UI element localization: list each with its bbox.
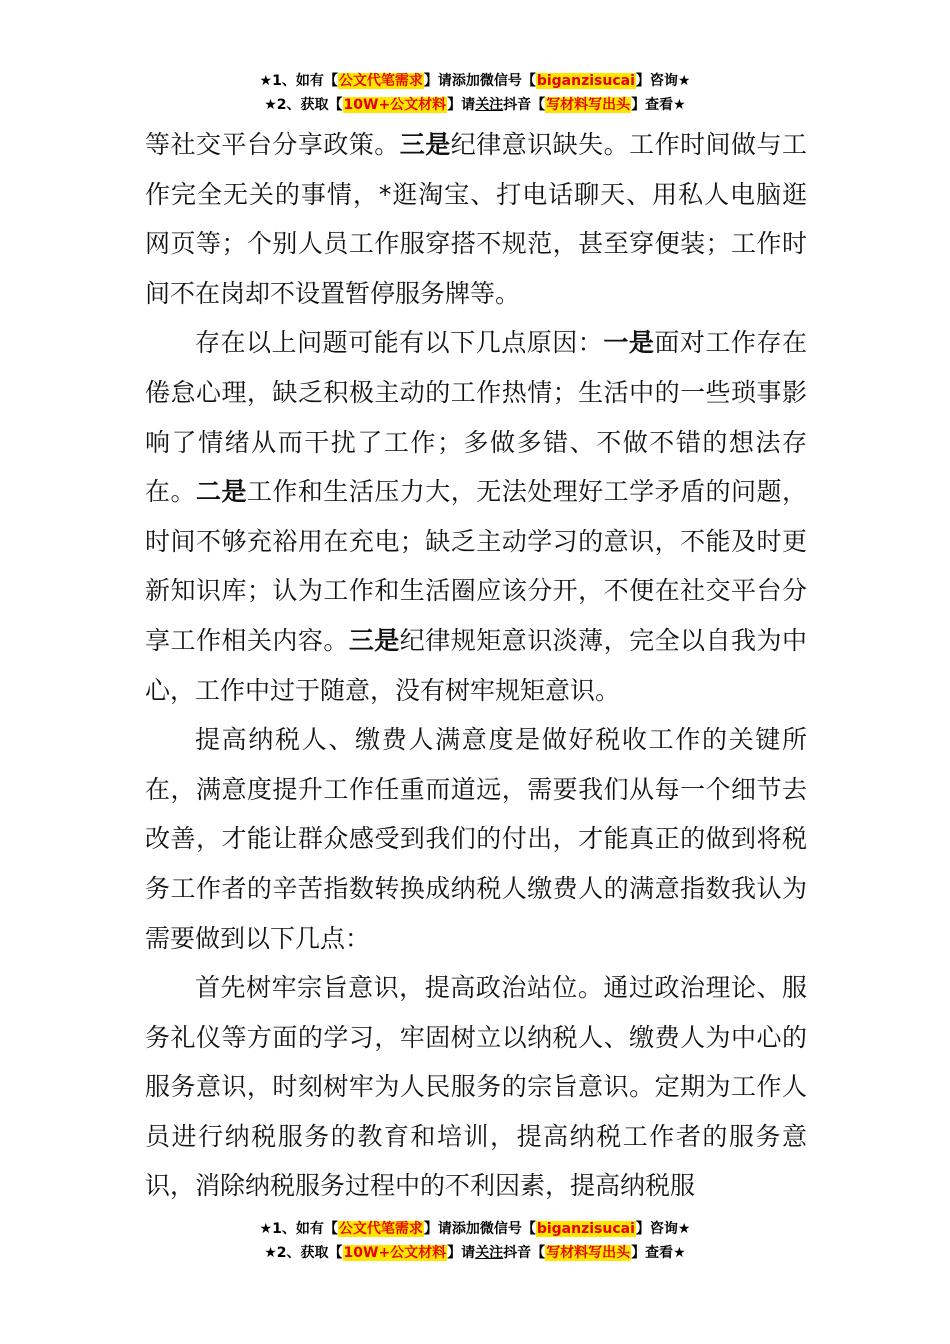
footer-line-2-mid-2: 抖音【 bbox=[503, 1245, 546, 1261]
document-body bbox=[145, 120, 807, 1211]
footer-line-2-mid: 】请 bbox=[447, 1245, 476, 1261]
paragraph-3: 提高纳税人、缴费人满意度是做好税收工作的关键所在，满意度提升工作任重而道远，需要我们从每一个细节去改善，才能让群众感受到我们的付出，才能真正的做到将税务工作者的辛苦指数转换成纳税人缴费人的满意指数我认为需要做到以下几点： bbox=[145, 725, 807, 953]
header-line-1 bbox=[0, 70, 950, 94]
paragraph-1 bbox=[145, 120, 807, 318]
paragraph-1-text-c: 纪律意识缺失。工作时间做与工作完全无关的事情，*逛淘宝、打电话聊天、用私人电脑逛网页等；个别人员工作服穿搭不规范，甚至穿便装；工作时间不在岗却不设置暂停服务牌等。 bbox=[145, 130, 807, 308]
header-line-1-mid: 】请添 bbox=[423, 73, 466, 89]
paragraph-2-text-e: 工作和生活压力大，无法处理好工学矛盾的问题，时间不够充裕用在充电；缺乏主动学习的意识，不能及时更新知识库；认为工作和生活圈应该分开，不便在社交平台分享工作相关内容。 bbox=[145, 477, 807, 655]
paragraph-2-bold-one: 一是 bbox=[603, 328, 655, 358]
header-line-2-mid: 】请 bbox=[447, 97, 476, 113]
header-line-1-suffix: 】咨询★ bbox=[635, 73, 691, 89]
footer-line-1-prefix: ★1、如有【 bbox=[259, 1221, 338, 1237]
footer-line-1 bbox=[0, 1218, 950, 1242]
paragraph-2 bbox=[145, 318, 807, 715]
paragraph-4: 首先树牢宗旨意识，提高政治站位。通过政治理论、服务礼仪等方面的学习，牢固树立以纳税人、缴费人为中心的服务意识，时刻树牢为人民服务的宗旨意识。定期为工作人员进行纳税服务的教育和培训，提高纳税工作者的服务意识，消除纳税服务过程中的不利因素，提高纳税服 bbox=[145, 973, 807, 1201]
footer-highlight-ghostwriting: 公文代笔需求 bbox=[338, 1221, 423, 1237]
footer-line-2-suffix: 】查看★ bbox=[631, 1245, 686, 1261]
footer-line-2 bbox=[0, 1242, 950, 1266]
header-line-1-prefix: ★1、如有【 bbox=[259, 73, 338, 89]
header-line-2-prefix: ★2、获取【 bbox=[264, 97, 343, 113]
footer-highlight-douyin: 写材料写出头 bbox=[546, 1245, 631, 1261]
header-highlight-wechat-id: biganzisucai bbox=[536, 73, 635, 89]
footer-line-1-mid-2: 微信号【 bbox=[479, 1221, 536, 1237]
footer-line-1-strong: 加 bbox=[465, 1221, 480, 1237]
paragraph-1-bold-three: 三是 bbox=[399, 130, 451, 159]
paragraph-2-bold-three: 三是 bbox=[348, 625, 400, 655]
footer-line-1-mid: 】请添 bbox=[423, 1221, 466, 1237]
header-line-1-strong: 加 bbox=[465, 73, 480, 89]
paragraph-2-text-g: 纪律规矩意识淡薄，完全以自我为中心，工作中过于随意，没有树牢规矩意识。 bbox=[145, 625, 807, 705]
paragraph-1-text-a: 等社交平台分享政策。 bbox=[145, 130, 400, 159]
paragraph-2-bold-two: 二是 bbox=[195, 477, 247, 507]
paragraph-2-text-a: 存在以上问题可能有以下几点原因： bbox=[195, 328, 604, 358]
paragraph-2-text-c: 面对工作存在倦怠心理，缺乏积极主动的工作热情；生活中的一些琐事影响了情绪从而干扰了工作；多做多错、不做不错的想法存在。 bbox=[145, 328, 807, 507]
header-banner bbox=[0, 70, 950, 118]
footer-highlight-materials: 10W+公文材料 bbox=[343, 1245, 447, 1261]
footer-line-1-suffix: 】咨询★ bbox=[635, 1221, 691, 1237]
header-line-2 bbox=[0, 94, 950, 118]
footer-line-2-prefix: ★2、获取【 bbox=[264, 1245, 343, 1261]
footer-line-2-strong: 关注 bbox=[475, 1245, 504, 1261]
header-line-1-mid-2: 微信号【 bbox=[479, 73, 536, 89]
header-line-2-mid-2: 抖音【 bbox=[503, 97, 546, 113]
header-line-2-suffix: 】查看★ bbox=[631, 97, 686, 113]
header-highlight-douyin: 写材料写出头 bbox=[546, 97, 631, 113]
header-line-2-strong: 关注 bbox=[475, 97, 504, 113]
header-highlight-ghostwriting: 公文代笔需求 bbox=[338, 73, 423, 89]
header-highlight-materials: 10W+公文材料 bbox=[343, 97, 447, 113]
footer-banner bbox=[0, 1218, 950, 1266]
footer-highlight-wechat-id: biganzisucai bbox=[536, 1221, 635, 1237]
